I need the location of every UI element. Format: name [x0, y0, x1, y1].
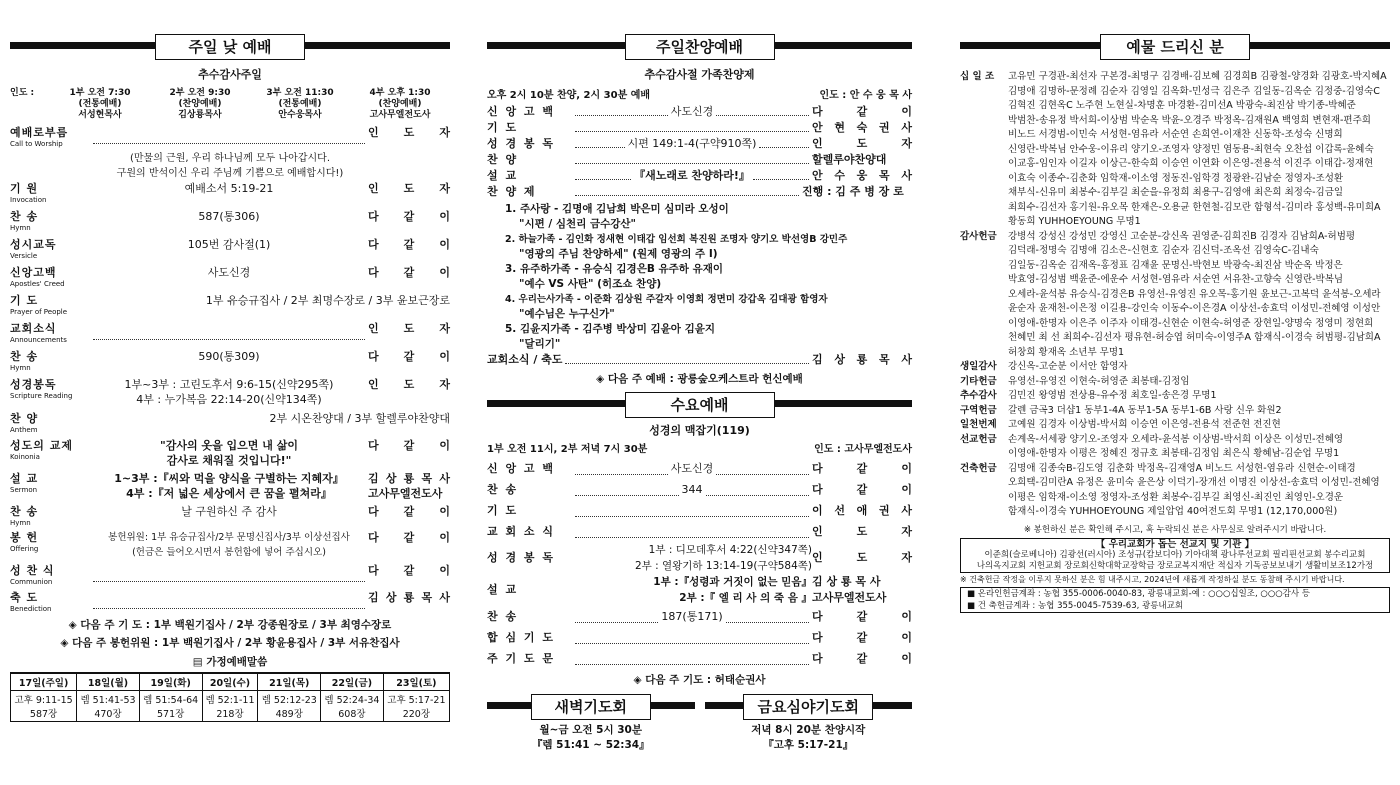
- offering-names-line: 강신옥-고순분 이서안 함영자: [1008, 361, 1128, 372]
- section-title: 주일 낮 예배: [155, 34, 305, 60]
- offering-names-line: 신영란-박복님 안수웅-이유리 양기오-조영자 양정민 염동용-최현숙 오찬섭 이갑록-윤혜숙: [1008, 143, 1374, 155]
- offering-group: [960, 70, 1390, 230]
- praise-row: 찬 양 할렐루야찬양대: [487, 153, 887, 166]
- order-announcements: 교회소식 Announcements 인 도 자: [10, 322, 450, 344]
- order-hymn-2: 찬 송 Hymn 590(통309) 다 같 이: [10, 350, 450, 372]
- praise-row: 설 교 『새노래로 찬양하라!』 안 수 웅 목 사: [487, 169, 912, 182]
- section-title: 예물 드리신 분: [1100, 34, 1250, 60]
- service-1: 1부 오전 7:30 (전통예배) 서성현목사: [69, 88, 131, 120]
- praise-row: 기 도 안 현 숙 권 사: [487, 121, 912, 134]
- wed-row: 신 앙 고 백 사도신경 다 같 이: [487, 462, 912, 475]
- daily-title: ▤ 가정예배말씀: [192, 656, 268, 668]
- next-week-offering: ◈ 다음 주 봉헌위원 : 1부 백원기집사 / 2부 황윤용집사 / 3부 서유찬집사: [60, 637, 400, 649]
- offering-group-label: 기타헌금: [960, 375, 997, 387]
- sunday-worship-column: [10, 30, 450, 722]
- offering-group: [960, 360, 1390, 375]
- dawn-prayer: 새벽기도회 월~금 오전 5시 30분 『렘 51:41 ~ 52:34』: [487, 690, 695, 752]
- order-hymn-1: 찬 송 Hymn 587(통306) 다 같 이: [10, 210, 450, 232]
- wed-row: 찬 송 187(통171) 다 같 이: [487, 610, 912, 623]
- service-times: 인도 : 1부 오전 7:30 (전통예배) 서성현목사 2부 오전 9:30 (찬양예배) 김상룡목사 3부 오전 11:30 (전통예배) 안수웅목사 4부 오후 1:30 (찬양예배) 고사무엘전도사: [10, 88, 450, 121]
- offering-names-line: 허창희 황재옥 소년부 무명1: [1008, 346, 1125, 358]
- daily-scripture-table: 17일(주일) 18일(월) 19일(화) 20일(수) 21일(목) 22일(금) 23일(토) 고후 9:11-15 587장 렘 51:41-53 470장 렘 51:54-64 571장 렘 52:1-11 218장 렘 52:12-23 489장 렘 52:24-34 608장 고후 5:17-21 220장: [10, 672, 450, 722]
- offering-names-line: 황동희 YUHHOEYOUNG 무명1: [1008, 216, 1141, 227]
- offering-group-label: 선교헌금: [960, 433, 997, 445]
- offering-group: [960, 389, 1390, 404]
- order-invocation: 기 원 Invocation 예배소서 5:19-21 인 도 자: [10, 182, 450, 204]
- offering-names-line: 손계옥-서세광 양기오-조영자 오세라-윤석봉 이상범-박서희 이상은 이성민-전혜영: [1008, 433, 1344, 445]
- offering-names-line: 강병석 강성신 강성민 강영신 고순분-강신옥 권영준-김희진B 김경자 김남희A-허범평: [1008, 230, 1356, 242]
- offering-group-label: 십 일 조: [960, 71, 995, 82]
- service-2: 2부 오전 9:30 (찬양예배) 김상룡목사: [169, 88, 231, 120]
- section-banner: [487, 30, 912, 62]
- offering-names-line: 김명애 김종숙B-김도영 김춘화 박정옥-김재영A 비노드 서성현-염유라 신현순-이태경: [1008, 462, 1356, 474]
- family-list: 1. 주사랑 - 김명애 김남희 박은미 심미라 오성이 "시편 / 심천리 금수강산" 2. 하늘가족 - 김인화 정새현 이태갑 임선희 복진원 조명자 양기오 박선영B 강민주 "영광의 주님 찬양하세" (원제 영광의 주 I) 3. 유주하가족 - 유승식 김경은B 유주하 유재이 "예수 VS 사탄" (히조쇼 찬양) 4. 우리는사가족 - 이준화 김상원 주갈자 이영희 정면미 강갑옥 김대광 함영자 "예수님은 누구신가" 5. 김윤지가족 - 김주병 박상미 김윤아 김윤지 "달리기": [505, 203, 848, 350]
- wed-scripture: 성 경 봉 독 1부 : 디모데후서 4:22(신약347쪽) 2부 : 열왕기하 13:14-19(구약584쪽) 인 도 자: [487, 544, 912, 572]
- order-koinonia: 성도의 교제 Koinonia "감사의 옷을 입으면 내 삶이 감사로 채워질 것입니다!" 다 같 이: [10, 439, 450, 467]
- wed-row: 교 회 소 식 인 도 자: [487, 525, 912, 538]
- offering-names-line: 박범찬-송유정 박서희-이상범 박순옥 박윤-오경주 박정옥-김재원A 백영희 변현재-편주희: [1008, 114, 1371, 126]
- offering-names-line: 비노드 서경범-이민숙 서성현-염유라 서순연 손희연-이재찬 신동학-조성숙 신명희: [1008, 129, 1343, 140]
- order-benediction: 축 도 Benediction 김 상 룡 목 사: [10, 591, 450, 613]
- offering-names-line: 고예원 김경자 이상범-박서희 이승연 이은영-전용석 전준현 전진현: [1008, 419, 1281, 430]
- offering-names-line: 오희택-김미란A 유정은 윤미숙 윤은상 이덕기-장개선 이명진 이상선-송효덕 이성민-전혜영: [1008, 477, 1380, 488]
- building-note: ※ 건축헌금 작정을 이루지 못하신 분은 힘 내주시고, 2024년에 새롭게 작정하실 분도 동참해 주시기 바랍니다.: [960, 574, 1345, 584]
- offering-names-line: 김일동-김옥순 김재옥-홍정표 김재윤 문명신-박현보 박광숙-최진삼 박순옥 박정은: [1008, 259, 1343, 271]
- service-3: 3부 오전 11:30 (전통예배) 안수웅목사: [266, 88, 334, 120]
- friday-prayer: 금요심야기도회 저녁 8시 20분 찬양시작 『고후 5:17-21』: [705, 690, 913, 752]
- offering-names-line: 이교홍-임인자 이길자 이상근-한숙희 이승연 이연화 이은영-전용석 이진주 이태갑-정재현: [1008, 158, 1374, 169]
- offering-group-label: 구역헌금: [960, 404, 997, 416]
- offering-notice: ※ 봉헌하신 분은 확인해 주시고, 혹 누락되신 분은 사무실로 알려주시기 바랍니다.: [1023, 524, 1327, 535]
- wed-row: 합 심 기 도 다 같 이: [487, 631, 912, 644]
- offering-names-line: 박효영-김성범 백윤준-에운수 서성현-염유라 서순연 서유찬-고향숙 신영란-박복님: [1008, 274, 1344, 285]
- section-subtitle: 추수감사절 가족찬양제: [644, 68, 755, 81]
- wednesday-banner: 수요예배: [487, 388, 912, 420]
- offering-names-line: 유영선-유영진 이현숙-허영준 최봉태-김정임: [1008, 375, 1190, 387]
- order-prayer: 기 도 Prayer of People 1부 유승규집사 / 2부 최명수장로 / 3부 윤보근장로: [10, 294, 450, 316]
- offering-groups: [960, 70, 1390, 520]
- order-communion: 성 찬 식 Communion 다 같 이: [10, 564, 450, 586]
- offering-names-line: 채부식-신유미 최봉수-김부길 최순을-유정희 최용구-김영애 최은희 최정숙-김금일: [1008, 187, 1344, 198]
- offerings-column: [960, 30, 1390, 613]
- wed-row: 찬 송 344 다 같 이: [487, 483, 912, 496]
- time-leader-line: 오후 2시 10분 찬양, 2시 30분 예배 인도 : 안 수 웅 목 사: [487, 90, 912, 101]
- section-title: 주일찬양예배: [625, 34, 775, 60]
- offering-names-line: 이평은 임학재-이소영 정영자-조성환 최봉수-김부길 최영신-최진인 최영인-오경운: [1008, 491, 1344, 503]
- wed-row: 주 기 도 문 다 같 이: [487, 652, 912, 665]
- offering-names-line: 오세라-윤석봉 유승식-김경은B 유영선-유영진 유오목-홍기원 윤보근-고복덕 윤석봉-오세라: [1008, 288, 1381, 300]
- offering-group-label: 건축헌금: [960, 462, 997, 474]
- praise-row: 신 앙 고 백 사도신경 다 같 이: [487, 105, 912, 118]
- offering-names-line: 이효숙 이종수-김춘화 임학재-이소영 정동진-임학경 정광완-김남순 정영자-조성환: [1008, 172, 1344, 184]
- order-call-to-worship: 예배로부름 Call to Worship 인 도 자: [10, 126, 450, 148]
- mission-box: 【 우리교회가 돕는 선교지 및 기관 】 이준희(슬로베니아) 김광선(러시아) 조성규(캄보디아) 기아대책 광나루선교회 필리핀선교회 봉수리교회 나의옥지교회 지헌교회 장로회신학대학교장학금 장로교복지재단 적십자 기독공보보내기 생활비보조12가정: [960, 538, 1390, 573]
- section-subtitle: 추수감사주일: [198, 68, 262, 81]
- offering-group: [960, 462, 1390, 520]
- offering-group-label: 추수감사: [960, 390, 997, 401]
- order-hymn-3: 찬 송 Hymn 날 구원하신 주 감사 다 같 이: [10, 505, 450, 527]
- offering-names-line: 이영애-한명자 이평은 정혜진 정규호 최봉태-김정임 최은식 황혜남-김순업 무명1: [1008, 448, 1340, 459]
- offering-names-line: 윤순자 윤재천-이은정 이길용-강인숙 이동수-이은경A 이상선-송효덕 이성민-전혜영 이성안: [1008, 303, 1381, 314]
- section-banner: [960, 30, 1390, 62]
- offering-names-line: 고유민 구경관-최선자 구본경-최명구 김경배-김보혜 김경희B 김광철-양경화 김광호-박지혜A: [1008, 71, 1387, 82]
- wed-time-leader: 1부 오전 11시, 2부 저녁 7시 30분 인도 : 고사무엘전도사: [487, 444, 912, 455]
- bank-accounts: ■ 온라인헌금계좌 : 농협 355-0006-0040-83, 광릉내교회-예 : ○○○십일조, ○○○감사 등 ■ 건 축헌금계좌 : 농협 355-0045-7539-63, 광릉내교회: [960, 587, 1390, 613]
- offering-names-line: 갈렌 금곡3 더샵1 동부1-4A 동부1-5A 동부1-6B 사랑 신우 화원2: [1008, 404, 1282, 416]
- offering-names-line: 김덕래-정명숙 김명애 김소은-신현호 김순자 김신덕-조옥선 김영숙C-김내숙: [1008, 245, 1319, 256]
- order-versicle: 성시교독 Versicle 105번 감사절(1) 다 같 이: [10, 238, 450, 260]
- offering-group: [960, 433, 1390, 462]
- call-note: (만물의 근원, 우리 하나님께 모두 나아갑시다. 구원의 반석이신 우리 주님께 기쁨으로 예배합시다!): [116, 153, 344, 179]
- offering-names-line: 김명애 김명하-문정례 김순자 김영일 김옥화-민성극 김은주 김일동-김옥순 김정중-김영숙C: [1008, 85, 1380, 97]
- section-banner: [10, 30, 450, 62]
- praise-worship-column: 주일찬양예배 추수감사절 가족찬양제 오후 2시 10분 찬양, 2시 30분 예배 인도 : 안 수 웅 목 사 신 앙 고 백 사도신경 다 같 이 기 도 안 현 숙 권 사 성 경 봉 독 시편 149:1-4(구약910쪽) 인 도 자 찬 양 할렐루야찬양대 설 교 『새노래로 찬양하라!』 안 수 웅 목 사 찬 양 제 진행 : 김 주 병 장 로 1. 주사랑 - 김명애 김남희 박은미 심미라 오성이 "시편 / 심천리 금수강산" 2. 하늘가족 - 김인화 정새현 이태갑 임선희 복진원 조명자 양기오 박선영B 강민주 "영광의 주님 찬양하세" (원제 영광의 주 I) 3. 유주하가족 - 유승식 김경은B 유주하 유재이 "예수 VS 사탄" (히조쇼 찬양) 4. 우리는사가족 - 이준화 김상원 주갈자 이영희 정면미 강갑옥 김대광 함영자 "예수님은 누구신가" 5. 김윤지가족 - 김주병 박상미 김윤아 김윤지 "달리기" 교회소식 / 축도 김 상 룡 목 사 ◈ 다음 주 예배 : 광릉숲오케스트라 헌신예배 수요예배 성경의 맥잡기(119) 1부 오전 11시, 2부 저녁 7시 30분 인도 : 고사무엘전도사 신 앙 고 백 사도신경 다 같 이 찬 송 344 다 같 이 기 도 이 선 애 권 사 교 회 소 식 인 도 자 성 경 봉 독 1부 : 디모데후서 4:22(신약347쪽) 2부 : 열왕기하 13:14-19(구약584쪽) 인 도 자 설 교 1부 :『성령과 거짓이 없는 믿음』 2부 :『 엘 리 사 의 죽 음 』 김 상 룡 목 사 고사무엘전도사 찬 송 187(통171) 다 같 이 합 심 기 도 다 같 이 주 기 도 문 다 같 이 ◈ 다음 주 기도 : 허태순권사 새벽기도회 월~금 오전 5시 30분 『렘 51:41 ~ 52:34』 금요심야기도회 저녁 8시 20분 찬양시작 『고후 5:17-21』: [487, 30, 912, 752]
- offering-group: [960, 230, 1390, 361]
- prayer-meetings: [487, 690, 912, 752]
- offering-group-label: 감사헌금: [960, 230, 997, 242]
- wed-row: 기 도 이 선 애 권 사: [487, 504, 912, 517]
- offering-names-line: 김민진 왕영범 전상용-유수정 최호일-송은경 무명1: [1008, 390, 1217, 401]
- offering-group-label: 생일감사: [960, 361, 997, 372]
- offering-group: [960, 418, 1390, 433]
- service-4: 4부 오후 1:30 (찬양예배) 고사무엘전도사: [369, 88, 431, 120]
- praise-row: 성 경 봉 독 시편 149:1-4(구약910쪽) 인 도 자: [487, 137, 912, 150]
- offering-group: [960, 375, 1390, 390]
- order-anthem: 찬 양 Anthem 2부 시온찬양대 / 3부 할렐루야찬양대: [10, 412, 450, 434]
- offering-group: [960, 404, 1390, 419]
- wed-sermon: 설 교 1부 :『성령과 거짓이 없는 믿음』 2부 :『 엘 리 사 의 죽 음 』 김 상 룡 목 사 고사무엘전도사: [487, 575, 887, 604]
- order-scripture: 성경봉독 Scripture Reading 1부~3부 : 고린도후서 9:6-15(신약295쪽) 4부 : 누가복음 22:14-20(신약134쪽) 인 도 자: [10, 378, 450, 406]
- order-creed: 신앙고백 Apostles' Creed 사도신경 다 같 이: [10, 266, 450, 288]
- order-offering: 봉 헌 Offering 봉헌위원: 1부 유승규집사/2부 문명신집사/3부 이상선집사 (헌금은 들어오시면서 봉헌함에 넣어 주십시오) 다 같 이: [10, 531, 450, 558]
- order-sermon: 설 교 Sermon 1~3부 :『씨와 먹을 양식을 구별하는 지혜자』 김 상 룡 목 사 4부 :『저 넓은 세상에서 큰 꿈을 펼쳐라』 고사무엘전도사: [10, 472, 450, 500]
- praise-benediction: 교회소식 / 축도 김 상 룡 목 사: [487, 353, 912, 366]
- praise-row: 찬 양 제 진행 : 김 주 병 장 로: [487, 185, 904, 198]
- offering-names-line: 이영애-한명자 이은주 이주자 이태경-신현순 이현숙-허영준 장현일-양명숙 정영미 정현희: [1008, 317, 1374, 329]
- praise-next: ◈ 다음 주 예배 : 광릉숲오케스트라 헌신예배: [596, 373, 803, 385]
- offering-group-label: 일천번제: [960, 419, 997, 430]
- next-week-prayer: ◈ 다음 주 기 도 : 1부 백원기집사 / 2부 강종원장로 / 3부 최영수장로: [68, 619, 392, 631]
- offering-names-line: 최희수-김선자 홍기원-유오목 한재은-오용균 한현철-김모란 함형석-김미라 홍성백-유미희A: [1008, 201, 1381, 213]
- offering-names-line: 천혜민 최 선 최희수-김선자 평유현-허승엽 허미숙-이영주A 함재식-이경숙 허범평-김남희A: [1008, 332, 1381, 343]
- offering-names-line: 함재식-이경숙 YUHHOEYOUNG 제일압업 40여전도회 무명1 (12,170,000원): [1008, 506, 1338, 517]
- wed-next: ◈ 다음 주 기도 : 허태순권사: [633, 674, 766, 686]
- offering-names-line: 김혁진 김현옥C 노주현 노현실-차명훈 마경환-김미선A 박광숙-최진삼 박기종-박혜준: [1008, 100, 1356, 111]
